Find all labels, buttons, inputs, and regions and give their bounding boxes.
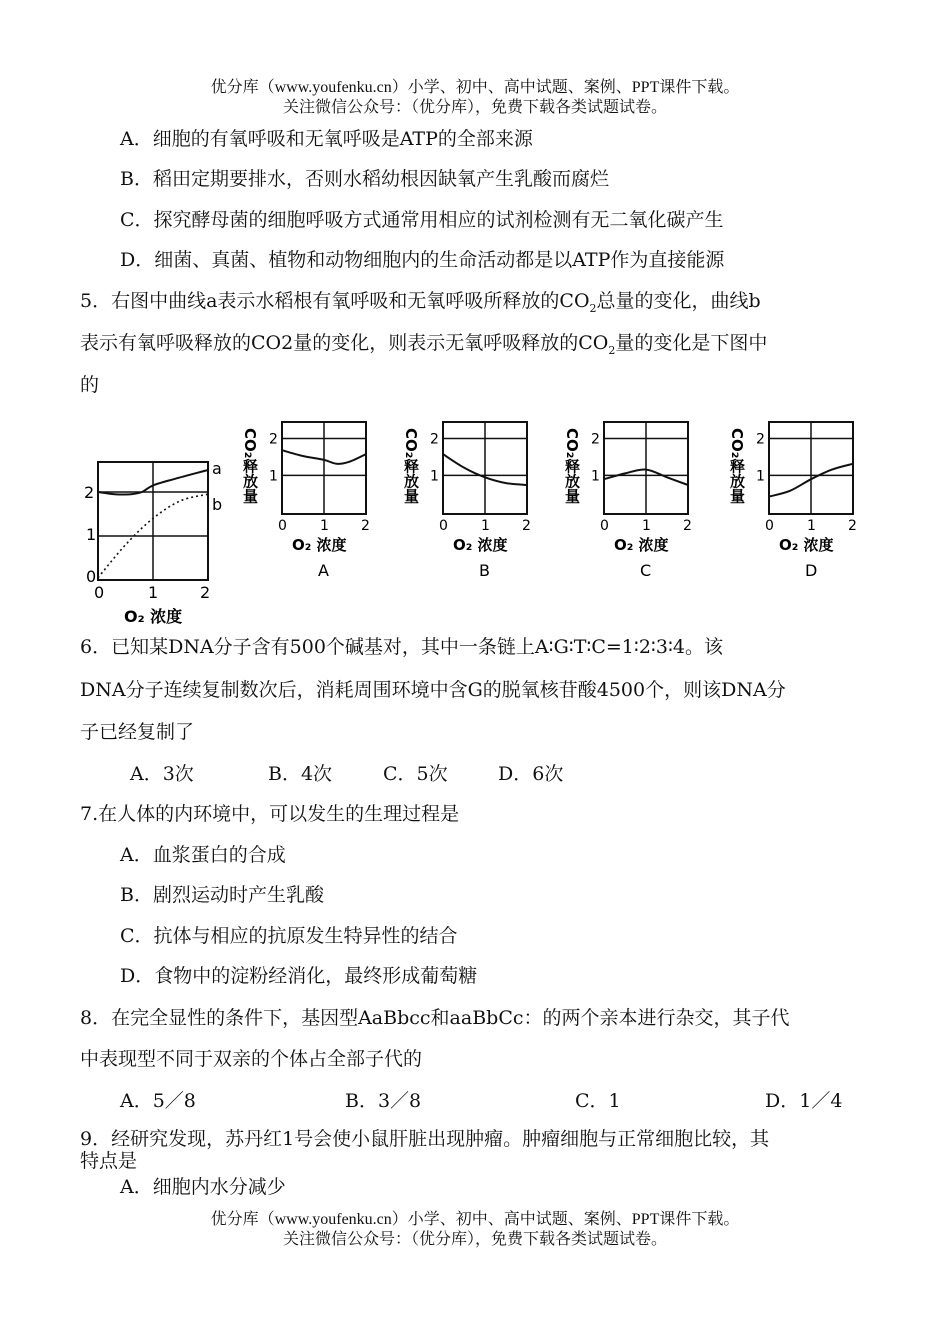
- q9-stem-line-2: 特点是: [80, 1150, 138, 1172]
- main-ytick-1: 1: [86, 525, 97, 544]
- q7-option-b: B．剧烈运动时产生乳酸: [120, 884, 324, 906]
- panel-ytick-2: 2: [430, 431, 439, 448]
- main-ytick-2: 2: [84, 483, 95, 502]
- panel-xtick-2: 2: [683, 518, 692, 534]
- panel-ytick-2: 2: [269, 431, 278, 448]
- footer-line-1: 优分库（www.youfenku.cn）小学、初中、高中试题、案例、PPT课件下载。: [210, 1211, 740, 1228]
- q6-option-b: B．4次: [268, 763, 333, 785]
- panel-ytick-1: 1: [756, 468, 765, 485]
- q8-option-c: C．1: [575, 1090, 621, 1112]
- panel-ytick-1: 1: [269, 468, 278, 485]
- main-graph: [84, 459, 222, 626]
- main-xtick-0: 0: [94, 583, 105, 602]
- main-ytick-0: 0: [86, 567, 97, 586]
- panel-xtick-0: 0: [600, 518, 609, 534]
- curve-a-label: a: [212, 459, 222, 478]
- panel-xtick-2: 2: [848, 518, 857, 534]
- panel-b: [402, 422, 531, 580]
- panel-xtick-0: 0: [765, 518, 774, 534]
- panel-a: [241, 422, 370, 580]
- q5-stem-line-2: 表示有氧呼吸释放的CO2量的变化，则表示无氧呼吸释放的$CO_2$量的变化是下图中: [80, 332, 768, 357]
- q6-option-d: D．6次: [498, 763, 564, 785]
- panel-d: [728, 422, 857, 580]
- q8-option-b: B．3／8: [345, 1090, 422, 1112]
- q5-figure: [0, 410, 950, 630]
- panel-ytick-2: 2: [591, 431, 600, 448]
- panel-xlabel: O₂ 浓度: [453, 536, 508, 554]
- panel-xtick-1: 1: [642, 518, 651, 534]
- panel-d-label: D: [805, 561, 818, 580]
- panel-xtick-2: 2: [361, 518, 370, 534]
- q6-option-c: C．5次: [383, 763, 448, 785]
- q4-option-c: C．探究酵母菌的细胞呼吸方式通常用相应的试剂检测有无二氧化碳产生: [120, 209, 724, 231]
- panel-ytick-1: 1: [591, 468, 600, 485]
- header-line-1: 优分库（www.youfenku.cn）小学、初中、高中试题、案例、PPT课件下载。: [210, 79, 740, 96]
- q6-stem-line-1: 6．已知某DNA分子含有500个碱基对，其中一条链上A∶G∶T∶C=1∶2∶3∶4。该: [80, 636, 723, 658]
- q6-stem-line-3: 子已经复制了: [80, 721, 195, 743]
- q6-option-a: A．3次: [130, 763, 194, 785]
- q8-stem-line-1: 8．在完全显性的条件下，基因型AaBbcc和aaBbCc：的两个亲本进行杂交，其子代: [80, 1007, 790, 1029]
- q8-option-a: A．5／8: [120, 1090, 196, 1112]
- panel-c-label: C: [640, 561, 652, 580]
- q4-option-b: B．稻田定期要排水，否则水稻幼根因缺氧产生乳酸而腐烂: [120, 168, 609, 190]
- answer-panels: [241, 422, 857, 580]
- footer-line-2: 关注微信公众号：（优分库），免费下载各类试题试卷。: [282, 1231, 667, 1248]
- panel-ylabel: CO₂释放量: [728, 428, 746, 504]
- panel-xtick-1: 1: [481, 518, 490, 534]
- q7-option-c: C．抗体与相应的抗原发生特异性的结合: [120, 925, 458, 947]
- q4-option-a: A．细胞的有氧呼吸和无氧呼吸是ATP的全部来源: [120, 128, 533, 150]
- panel-xlabel: O₂ 浓度: [292, 536, 347, 554]
- header-line-2: 关注微信公众号：（优分库），免费下载各类试题试卷。: [282, 99, 667, 116]
- panel-ytick-1: 1: [430, 468, 439, 485]
- panel-b-label: B: [479, 561, 490, 580]
- panel-ylabel: CO₂释放量: [241, 428, 259, 504]
- q6-stem-line-2: DNA分子连续复制数次后，消耗周围环境中含G的脱氧核苷酸4500个，则该DNA分: [80, 679, 786, 701]
- panel-a-label: A: [318, 561, 329, 580]
- panel-xtick-1: 1: [320, 518, 329, 534]
- panel-ytick-2: 2: [756, 431, 765, 448]
- q8-stem-line-2: 中表现型不同于双亲的个体占全部子代的: [80, 1048, 423, 1070]
- q4-option-d: D．细菌、真菌、植物和动物细胞内的生命活动都是以ATP作为直接能源: [120, 249, 725, 271]
- panel-ylabel: CO₂释放量: [402, 428, 420, 504]
- panel-xtick-0: 0: [278, 518, 287, 534]
- panel-ylabel: CO₂释放量: [563, 428, 581, 504]
- q5-stem-line-3: 的: [80, 374, 100, 396]
- q9-option-a: A．细胞内水分减少: [120, 1176, 286, 1198]
- q7-stem: 7.在人体的内环境中，可以发生的生理过程是: [80, 803, 460, 825]
- panel-xlabel: O₂ 浓度: [779, 536, 834, 554]
- panel-xtick-2: 2: [522, 518, 531, 534]
- panel-xtick-1: 1: [807, 518, 816, 534]
- main-xtick-1: 1: [148, 583, 159, 602]
- panel-xlabel: O₂ 浓度: [614, 536, 669, 554]
- q7-option-a: A．血浆蛋白的合成: [120, 844, 286, 866]
- main-xlabel: O₂ 浓度: [124, 607, 183, 626]
- q5-stem-line-1: 5．右图中曲线a表示水稻根有氧呼吸和无氧呼吸所释放的$CO_2$总量的变化，曲线b: [80, 290, 761, 315]
- panel-c: [563, 422, 692, 580]
- main-xtick-2: 2: [200, 583, 211, 602]
- curve-b-label: b: [212, 495, 223, 514]
- panel-xtick-0: 0: [439, 518, 448, 534]
- q9-stem-line-1: 9．经研究发现，苏丹红1号会使小鼠肝脏出现肿瘤。肿瘤细胞与正常细胞比较，其: [80, 1128, 770, 1150]
- q7-option-d: D．食物中的淀粉经消化，最终形成葡萄糖: [120, 965, 478, 987]
- q8-option-d: D．1／4: [765, 1090, 843, 1112]
